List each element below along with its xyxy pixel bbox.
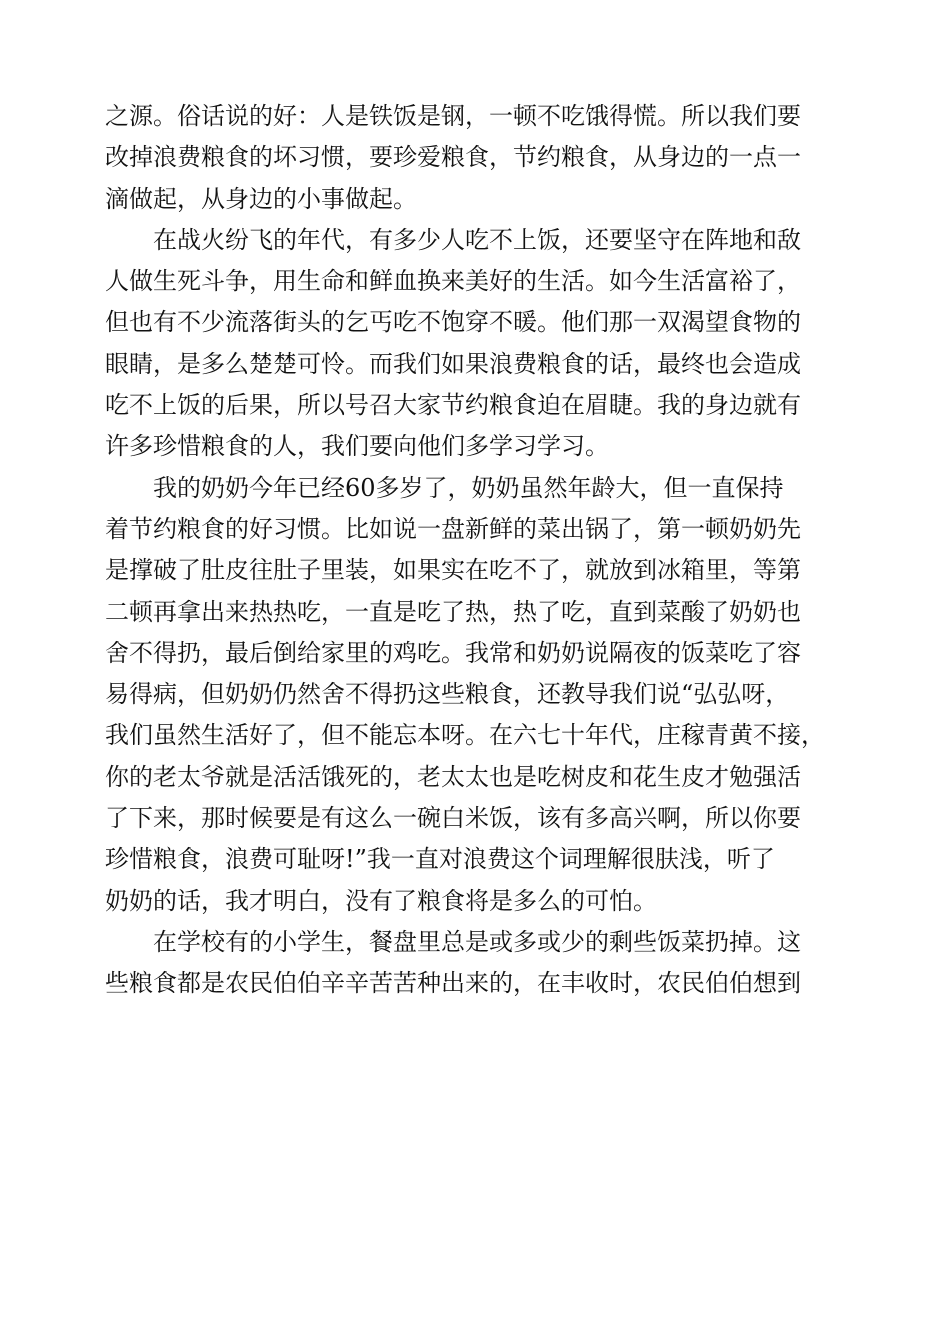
text-line: 你的老太爷就是活活饿死的，老太太也是吃树皮和花生皮才勉强活 [105, 762, 801, 791]
text-line: 但也有不少流落街头的乞丐吃不饱穿不暖。他们那一双渴望食物的 [105, 308, 801, 337]
text-line: 舍不得扔，最后倒给家里的鸡吃。我常和奶奶说隔夜的饭菜吃了容 [105, 638, 801, 667]
text-line: 许多珍惜粮食的人，我们要向他们多学习学习。 [105, 432, 609, 461]
text-line: 些粮食都是农民伯伯辛辛苦苦种出来的，在丰收时，农民伯伯想到 [105, 969, 801, 998]
text-line: 了下来，那时候要是有这么一碗白米饭，该有多高兴啊，所以你要 [105, 804, 801, 833]
text-line: 眼睛，是多么楚楚可怜。而我们如果浪费粮食的话，最终也会造成 [105, 349, 801, 378]
paragraph-start-line: 在战火纷飞的年代，有多少人吃不上饭，还要坚守在阵地和敌 [153, 225, 801, 254]
body-text [105, 96, 850, 1005]
text-line: 二顿再拿出来热热吃，一直是吃了热，热了吃，直到菜酸了奶奶也 [105, 597, 801, 626]
text-line: 之源。俗话说的好：人是铁饭是钢，一顿不吃饿得慌。所以我们要 [105, 102, 801, 130]
text-line: 着节约粮食的好习惯。比如说一盘新鲜的菜出锅了，第一顿奶奶先 [105, 514, 801, 543]
text-line: 滴做起，从身边的小事做起。 [105, 184, 417, 213]
text-line: 我们虽然生活好了，但不能忘本呀。在六七十年代，庄稼青黄不接， [105, 721, 825, 750]
text-line: 吃不上饭的后果，所以号召大家节约粮食迫在眉睫。我的身边就有 [105, 391, 801, 420]
text-line: 改掉浪费粮食的坏习惯，要珍爱粮食，节约粮食，从身边的一点一 [105, 143, 801, 172]
text-line: 是撑破了肚皮往肚子里装，如果实在吃不了，就放到冰箱里，等第 [105, 556, 801, 585]
text-line: 奶奶的话，我才明白，没有了粮食将是多么的可怕。 [105, 886, 657, 915]
paragraph-start-line: 我的奶奶今年已经60多岁了，奶奶虽然年龄大，但一直保持 [153, 473, 784, 502]
text-line: 人做生死斗争，用生命和鲜血换来美好的生活。如今生活富裕了， [105, 267, 801, 296]
text-line: 珍惜粮食，浪费可耻呀!”我一直对浪费这个词理解很肤浅，听了 [105, 845, 775, 874]
paragraph-start-line: 在学校有的小学生，餐盘里总是或多或少的剩些饭菜扔掉。这 [153, 927, 801, 956]
text-line: 易得病，但奶奶仍然舍不得扔这些粮食，还教导我们说“弘弘呀， [105, 680, 790, 709]
